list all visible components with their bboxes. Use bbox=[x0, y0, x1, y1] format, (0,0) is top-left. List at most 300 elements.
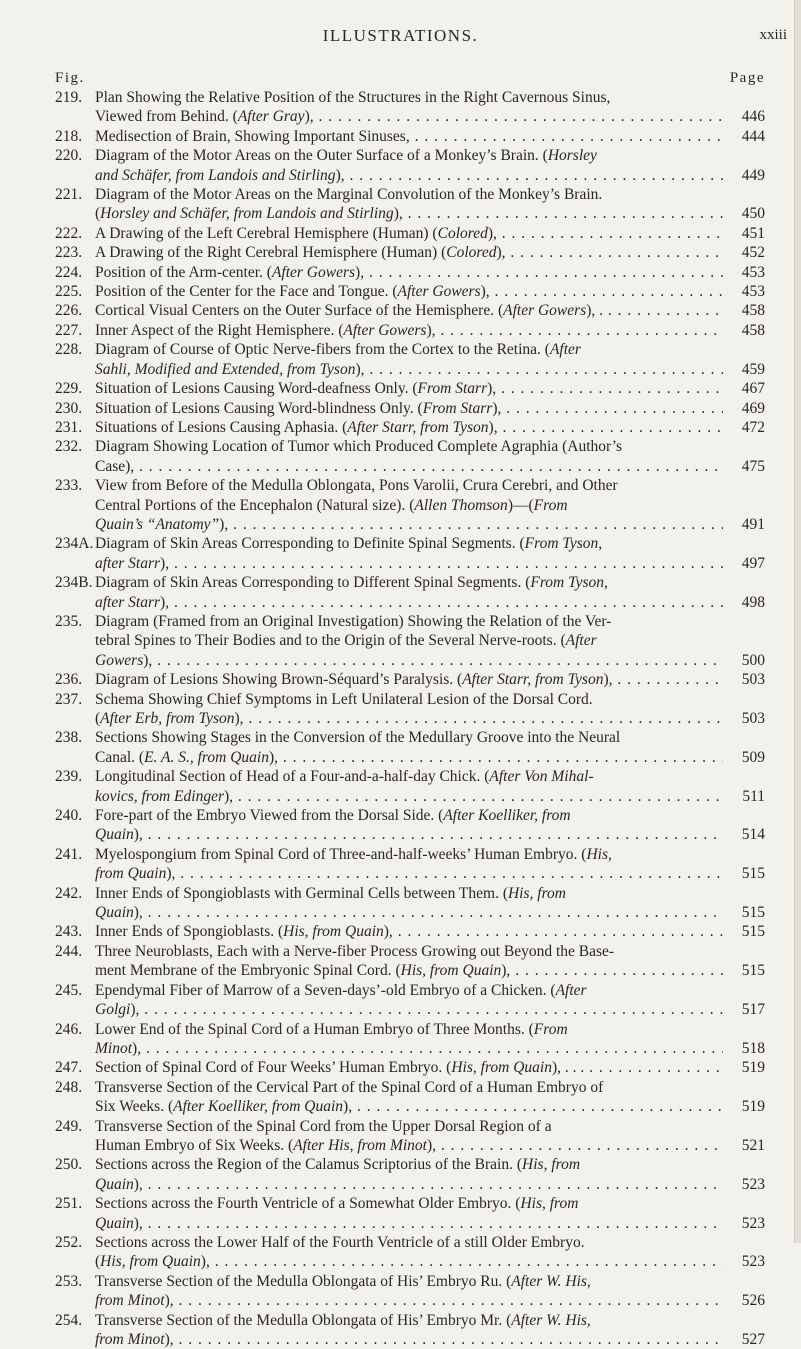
illustration-entry bbox=[55, 146, 765, 185]
caption-line bbox=[95, 1291, 723, 1310]
caption-line bbox=[95, 903, 723, 922]
illustration-entry bbox=[55, 282, 765, 301]
figure-page-number: 458 bbox=[725, 301, 765, 320]
figure-number: 232. bbox=[55, 438, 83, 456]
caption-line bbox=[95, 224, 723, 243]
caption-line bbox=[95, 864, 723, 883]
illustration-entry bbox=[55, 690, 765, 729]
caption-source-italic: His, from bbox=[522, 1156, 581, 1174]
figure-caption bbox=[95, 399, 723, 418]
illustration-entry bbox=[55, 884, 765, 923]
illustration-entry bbox=[55, 127, 765, 146]
caption-text: ), bbox=[133, 904, 143, 922]
caption-source-italic: After Starr, from Tyson bbox=[462, 671, 604, 689]
caption-line bbox=[95, 496, 723, 515]
caption-line bbox=[95, 243, 723, 262]
illustration-entry bbox=[55, 88, 765, 127]
caption-text: Sections Showing Stages in the Conversion of the Medullary Groove into the Neural bbox=[95, 729, 621, 747]
caption-line bbox=[95, 379, 723, 398]
figure-caption bbox=[95, 728, 723, 767]
caption-source-italic: from Minot bbox=[95, 1331, 165, 1348]
caption-text: ), bbox=[234, 710, 244, 727]
figure-page-number: 526 bbox=[725, 1291, 765, 1310]
caption-line bbox=[95, 1039, 723, 1058]
figure-page-number: 519 bbox=[725, 1097, 765, 1116]
caption-text: Diagram of Skin Areas Corresponding to Different Spinal Segments. ( bbox=[95, 574, 531, 592]
illustration-entry bbox=[55, 399, 765, 418]
caption-source-italic: Sahli, Modified and Extended, from Tyson bbox=[95, 360, 356, 378]
caption-line bbox=[95, 1311, 723, 1330]
figure-caption bbox=[95, 884, 723, 923]
figure-caption bbox=[95, 437, 723, 476]
caption-text: ), bbox=[133, 1214, 143, 1232]
caption-text: ), bbox=[426, 321, 436, 339]
figure-number: 235. bbox=[55, 612, 83, 630]
caption-line bbox=[95, 884, 723, 903]
caption-line bbox=[95, 1020, 723, 1039]
caption-source-italic: After Gowers bbox=[503, 302, 587, 320]
caption-text: Sections across the Region of the Calamus Scriptorius of the Brain. ( bbox=[95, 1156, 523, 1174]
figure-number: 230. bbox=[55, 399, 83, 417]
caption-line bbox=[95, 1155, 723, 1174]
caption-text: Transverse Section of the Medulla Oblongata of His’ Embryo Ru. ( bbox=[95, 1272, 512, 1290]
illustration-entry bbox=[55, 612, 765, 670]
figure-page-number: 515 bbox=[725, 961, 765, 980]
caption-text: Sections across the Lower Half of the Fourth Ventricle of a still Older Embryo. bbox=[95, 1233, 585, 1251]
caption-line bbox=[95, 360, 723, 379]
caption-line bbox=[95, 185, 723, 204]
figure-number: 220. bbox=[55, 147, 83, 165]
caption-text: ), bbox=[160, 593, 170, 611]
figure-number: 241. bbox=[55, 845, 83, 863]
caption-text: Six Weeks. ( bbox=[95, 1098, 174, 1116]
caption-text: Diagram of Course of Optic Nerve-fibers from the Cortex to the Retina. ( bbox=[95, 341, 550, 359]
caption-source-italic: from Minot bbox=[95, 1292, 165, 1310]
caption-source-italic: After bbox=[555, 981, 587, 999]
figure-page-number: 491 bbox=[725, 515, 765, 534]
caption-text: )—( bbox=[507, 496, 534, 514]
caption-text: ), bbox=[383, 923, 393, 941]
figure-caption bbox=[95, 1155, 723, 1194]
caption-source-italic: kovics, from Edinger bbox=[95, 787, 224, 805]
caption-text: ), bbox=[133, 826, 143, 844]
figure-caption bbox=[95, 1117, 723, 1156]
caption-source-italic: After Koelliker, from bbox=[443, 807, 571, 825]
caption-line bbox=[95, 1214, 723, 1233]
caption-text: ), bbox=[133, 1175, 143, 1193]
figure-number: 252. bbox=[55, 1233, 83, 1251]
figure-page-number: 509 bbox=[725, 748, 765, 767]
figure-number: 250. bbox=[55, 1156, 83, 1174]
figure-number: 222. bbox=[55, 224, 83, 242]
figure-number: 244. bbox=[55, 942, 83, 960]
illustration-entry bbox=[55, 263, 765, 282]
caption-line bbox=[95, 845, 723, 864]
caption-text: ), bbox=[166, 865, 176, 883]
figure-number: 233. bbox=[55, 477, 83, 495]
caption-line bbox=[95, 825, 723, 844]
page-column-heading: Page bbox=[729, 70, 765, 86]
caption-text: Schema Showing Chief Symptoms in Left Unilateral Lesion of the Dorsal Cord. bbox=[95, 690, 593, 708]
caption-source-italic: From Tyson, bbox=[530, 574, 608, 592]
figure-number: 226. bbox=[55, 302, 83, 320]
caption-line bbox=[95, 573, 723, 592]
figure-page-number: 498 bbox=[725, 593, 765, 612]
caption-text: ), bbox=[355, 360, 365, 378]
figure-number: 251. bbox=[55, 1195, 83, 1213]
illustration-entry bbox=[55, 418, 765, 437]
figure-page-number: 453 bbox=[725, 282, 765, 301]
caption-text: Transverse Section of the Medulla Oblongata of His’ Embryo Mr. ( bbox=[95, 1311, 512, 1329]
figure-number: 227. bbox=[55, 321, 83, 339]
caption-source-italic: After Erb, from Tyson bbox=[100, 710, 235, 727]
caption-text: ), bbox=[480, 283, 490, 301]
caption-line bbox=[95, 88, 723, 107]
caption-text: ), . . . bbox=[551, 1059, 585, 1077]
caption-text: ), bbox=[164, 1292, 174, 1310]
caption-text: ), bbox=[393, 205, 403, 223]
figure-page-number: 518 bbox=[725, 1039, 765, 1058]
caption-text: ), bbox=[143, 651, 153, 669]
caption-source-italic: After Gowers bbox=[271, 263, 356, 281]
figure-caption bbox=[95, 476, 723, 534]
illustration-entry bbox=[55, 185, 765, 224]
caption-text: A Drawing of the Left Cerebral Hemisphere (Human) ( bbox=[95, 224, 438, 242]
caption-source-italic: After Starr, from Tyson bbox=[347, 418, 489, 436]
figure-caption bbox=[95, 1078, 723, 1117]
caption-source-italic: After Gray bbox=[237, 108, 305, 126]
caption-line bbox=[95, 399, 723, 418]
caption-text: ), bbox=[164, 1331, 174, 1348]
caption-text: Cortical Visual Centers on the Outer Surface of the Hemisphere. ( bbox=[95, 302, 504, 320]
figure-page-number: 472 bbox=[725, 418, 765, 437]
figure-number: 239. bbox=[55, 768, 83, 786]
figure-page-number: 497 bbox=[725, 554, 765, 573]
caption-line bbox=[95, 748, 723, 767]
caption-line bbox=[95, 204, 723, 223]
illustration-entry bbox=[55, 476, 765, 534]
caption-line bbox=[95, 107, 723, 126]
caption-line bbox=[95, 981, 723, 1000]
caption-text: Position of the Arm-center. ( bbox=[95, 263, 272, 281]
figure-caption bbox=[95, 845, 723, 884]
illustration-entry bbox=[55, 1155, 765, 1194]
fig-column-heading: Fig. bbox=[55, 70, 85, 86]
caption-source-italic: After bbox=[549, 341, 581, 359]
illustrations-list bbox=[55, 88, 765, 1349]
caption-source-italic: His, from bbox=[520, 1195, 579, 1213]
figure-number: 223. bbox=[55, 244, 83, 262]
caption-source-italic: Minot bbox=[95, 1039, 133, 1057]
illustration-entry bbox=[55, 340, 765, 379]
caption-text: ), bbox=[200, 1253, 210, 1271]
figure-number: 224. bbox=[55, 263, 83, 281]
figure-page-number: 451 bbox=[725, 224, 765, 243]
figure-page-number: 517 bbox=[725, 1000, 765, 1019]
caption-text: Three Neuroblasts, Each with a Nerve-fiber Process Growing out Beyond the Base- bbox=[95, 942, 615, 960]
caption-text: ( bbox=[95, 1253, 101, 1271]
figure-caption bbox=[95, 418, 723, 437]
figure-number: 253. bbox=[55, 1272, 83, 1290]
caption-line bbox=[95, 1058, 723, 1077]
caption-source-italic: Horsley and Schäfer, from Landois and Stirling bbox=[100, 205, 394, 223]
page-number: xxiii bbox=[759, 27, 787, 43]
caption-text: ), bbox=[487, 380, 497, 398]
illustration-entry bbox=[55, 573, 765, 612]
figure-number: 247. bbox=[55, 1059, 83, 1077]
caption-line bbox=[95, 515, 723, 534]
caption-text: Plan Showing the Relative Position of the Structures in the Right Cavernous Sinus, bbox=[95, 89, 611, 106]
caption-source-italic: Gowers bbox=[95, 651, 144, 669]
caption-line bbox=[95, 1078, 723, 1097]
caption-source-italic: Colored bbox=[446, 244, 497, 262]
illustration-entry bbox=[55, 437, 765, 476]
caption-source-italic: His, from bbox=[507, 884, 566, 902]
caption-source-italic: Quain bbox=[95, 904, 134, 922]
caption-source-italic: From bbox=[533, 496, 568, 514]
caption-source-italic: After Von Mihal- bbox=[489, 768, 594, 786]
figure-caption bbox=[95, 1272, 723, 1311]
caption-line bbox=[95, 534, 723, 553]
figure-caption bbox=[95, 146, 723, 185]
figure-number: 249. bbox=[55, 1117, 83, 1135]
caption-text: ment Membrane of the Embryonic Spinal Cord. ( bbox=[95, 962, 401, 980]
caption-text: ), . bbox=[586, 302, 604, 320]
figure-number: 238. bbox=[55, 729, 83, 747]
caption-line bbox=[95, 670, 723, 689]
caption-line bbox=[95, 1175, 723, 1194]
figure-page-number: 446 bbox=[725, 107, 765, 126]
caption-line bbox=[95, 146, 723, 165]
figure-page-number: 523 bbox=[725, 1175, 765, 1194]
caption-source-italic: from Quain bbox=[95, 865, 167, 883]
figure-caption bbox=[95, 127, 723, 146]
figure-caption bbox=[95, 1058, 723, 1077]
figure-page-number: 452 bbox=[725, 243, 765, 262]
caption-text: Fore-part of the Embryo Viewed from the Dorsal Side. ( bbox=[95, 807, 444, 825]
figure-page-number: 515 bbox=[725, 922, 765, 941]
figure-number: 248. bbox=[55, 1078, 83, 1096]
illustration-entry bbox=[55, 845, 765, 884]
caption-text: ), bbox=[130, 1001, 140, 1019]
caption-text: ), bbox=[132, 1039, 142, 1057]
caption-text: View from Before of the Medulla Oblongata, Pons Varolii, Crura Cerebri, and Other bbox=[95, 477, 618, 495]
figure-page-number: 444 bbox=[725, 127, 765, 146]
caption-source-italic: After His, from Minot bbox=[293, 1136, 427, 1154]
figure-page-number: 514 bbox=[725, 825, 765, 844]
caption-line bbox=[95, 612, 723, 631]
caption-text: ), bbox=[355, 263, 365, 281]
caption-source-italic: Quain bbox=[95, 1175, 134, 1193]
figure-caption bbox=[95, 670, 723, 689]
figure-number: 234B. bbox=[55, 574, 93, 592]
caption-source-italic: From Starr bbox=[422, 399, 493, 417]
caption-source-italic: His, bbox=[586, 845, 612, 863]
illustration-entry bbox=[55, 243, 765, 262]
caption-text: Canal. ( bbox=[95, 748, 145, 766]
figure-number: 228. bbox=[55, 341, 83, 359]
caption-source-italic: after Starr bbox=[95, 593, 161, 611]
illustration-entry bbox=[55, 224, 765, 243]
caption-text: Lower End of the Spinal Cord of a Human Embryo of Three Months. ( bbox=[95, 1020, 534, 1038]
caption-source-italic: Horsley bbox=[547, 147, 597, 165]
caption-text: Central Portions of the Encephalon (Natural size). ( bbox=[95, 496, 415, 514]
figure-page-number: 511 bbox=[725, 787, 765, 806]
figure-page-number: 515 bbox=[725, 903, 765, 922]
illustration-entry bbox=[55, 806, 765, 845]
caption-source-italic: E. A. S., from Quain bbox=[144, 748, 269, 766]
caption-text: ), bbox=[335, 166, 345, 184]
caption-source-italic: His, from Quain bbox=[283, 923, 384, 941]
figure-page-number: 500 bbox=[725, 651, 765, 670]
figure-number: 237. bbox=[55, 690, 83, 708]
caption-source-italic: Golgi bbox=[95, 1001, 131, 1019]
caption-source-italic: After Koelliker, from Quain bbox=[173, 1098, 344, 1116]
figure-caption bbox=[95, 767, 723, 806]
caption-text: ), bbox=[603, 671, 613, 689]
caption-line bbox=[95, 1000, 723, 1019]
figure-number: 254. bbox=[55, 1311, 83, 1329]
caption-line bbox=[95, 1330, 723, 1349]
illustration-entry bbox=[55, 981, 765, 1020]
caption-text: ), bbox=[492, 399, 502, 417]
page-title: ILLUSTRATIONS. bbox=[322, 26, 479, 45]
illustration-entry bbox=[55, 534, 765, 573]
caption-line bbox=[95, 767, 723, 786]
figure-page-number: 450 bbox=[725, 204, 765, 223]
illustration-entry bbox=[55, 379, 765, 398]
figure-page-number: 523 bbox=[725, 1214, 765, 1233]
illustration-entry bbox=[55, 922, 765, 941]
figure-number: 231. bbox=[55, 418, 83, 436]
figure-caption bbox=[95, 88, 723, 127]
caption-text: tebral Spines to Their Bodies and to the Origin of the Several Nerve-roots. ( bbox=[95, 632, 566, 650]
figure-page-number: 523 bbox=[725, 1252, 765, 1271]
figure-caption bbox=[95, 1194, 723, 1233]
caption-line bbox=[95, 942, 723, 961]
illustration-entry bbox=[55, 1233, 765, 1272]
caption-text: Inner Aspect of the Right Hemisphere. ( bbox=[95, 321, 344, 339]
caption-source-italic: After Gowers bbox=[343, 321, 427, 339]
figure-number: 243. bbox=[55, 923, 83, 941]
figure-page-number: 449 bbox=[725, 166, 765, 185]
caption-line bbox=[95, 340, 723, 359]
illustration-entry bbox=[55, 1194, 765, 1233]
figure-number: 218. bbox=[55, 127, 83, 145]
caption-line bbox=[95, 263, 723, 282]
caption-text: Diagram of the Motor Areas on the Marginal Convolution of the Monkey’s Brain. bbox=[95, 186, 603, 204]
caption-text: ), bbox=[219, 515, 229, 533]
figure-caption bbox=[95, 263, 723, 282]
caption-source-italic: After bbox=[565, 632, 597, 650]
caption-text: Inner Ends of Spongioblasts with Germinal Cells between Them. ( bbox=[95, 884, 508, 902]
figure-caption bbox=[95, 282, 723, 301]
caption-text: A Drawing of the Right Cerebral Hemisphere (Human) ( bbox=[95, 244, 447, 262]
caption-source-italic: His, from Quain bbox=[451, 1059, 552, 1077]
figure-caption bbox=[95, 321, 723, 340]
caption-text: ), bbox=[160, 554, 170, 572]
caption-source-italic: Quain bbox=[95, 826, 134, 844]
caption-line bbox=[95, 457, 723, 476]
caption-line bbox=[95, 806, 723, 825]
figure-number: 219. bbox=[55, 89, 83, 106]
figure-number: 236. bbox=[55, 671, 83, 689]
caption-source-italic: After W. His, bbox=[511, 1272, 591, 1290]
caption-source-italic: After Gowers bbox=[397, 283, 481, 301]
caption-source-italic: From Starr bbox=[417, 380, 488, 398]
caption-line bbox=[95, 690, 723, 709]
figure-caption bbox=[95, 690, 723, 729]
caption-text: Longitudinal Section of Head of a Four-and-a-half-day Chick. ( bbox=[95, 768, 490, 786]
caption-source-italic: Quain bbox=[95, 1214, 134, 1232]
figure-page-number: 469 bbox=[725, 399, 765, 418]
caption-text: Position of the Center for the Face and Tongue. ( bbox=[95, 283, 398, 301]
figure-number: 246. bbox=[55, 1020, 83, 1038]
caption-source-italic: and Schäfer, from Landois and Stirling bbox=[95, 166, 336, 184]
caption-text: Diagram of the Motor Areas on the Outer Surface of a Monkey’s Brain. ( bbox=[95, 147, 548, 165]
illustration-entry bbox=[55, 670, 765, 689]
caption-line bbox=[95, 593, 723, 612]
caption-text: ), bbox=[268, 748, 278, 766]
figure-caption bbox=[95, 340, 723, 379]
caption-line bbox=[95, 1252, 723, 1271]
caption-source-italic: Allen Thomson bbox=[414, 496, 508, 514]
running-head bbox=[0, 26, 801, 48]
caption-line bbox=[95, 728, 723, 747]
caption-line bbox=[95, 1117, 723, 1136]
caption-source-italic: After W. His, bbox=[511, 1311, 591, 1329]
caption-source-italic: after Starr bbox=[95, 554, 161, 572]
figure-page-number: 453 bbox=[725, 263, 765, 282]
caption-text: Diagram (Framed from an Original Investigation) Showing the Relation of the Ver- bbox=[95, 612, 612, 630]
figure-caption bbox=[95, 981, 723, 1020]
illustration-entry bbox=[55, 321, 765, 340]
illustration-entry bbox=[55, 728, 765, 767]
caption-text: Diagram of Skin Areas Corresponding to Definite Spinal Segments. ( bbox=[95, 535, 525, 553]
caption-line bbox=[95, 418, 723, 437]
caption-line bbox=[95, 127, 723, 146]
figure-caption bbox=[95, 612, 723, 670]
caption-line bbox=[95, 301, 723, 320]
figure-caption bbox=[95, 1020, 723, 1059]
figure-caption bbox=[95, 379, 723, 398]
figure-caption bbox=[95, 243, 723, 262]
caption-text: Transverse Section of the Spinal Cord from the Upper Dorsal Region of a bbox=[95, 1117, 552, 1135]
illustration-entry bbox=[55, 1078, 765, 1117]
caption-text: ), bbox=[304, 108, 314, 126]
caption-text: Medisection of Brain, Showing Important Sinuses, bbox=[95, 127, 410, 145]
figure-caption bbox=[95, 224, 723, 243]
caption-line bbox=[95, 961, 723, 980]
caption-text: Situations of Lesions Causing Aphasia. ( bbox=[95, 418, 348, 436]
figure-page-number: 458 bbox=[725, 321, 765, 340]
caption-line bbox=[95, 787, 723, 806]
illustration-entry bbox=[55, 1311, 765, 1349]
caption-text: ), bbox=[343, 1098, 353, 1116]
figure-number: 234A. bbox=[55, 535, 94, 553]
illustration-entry bbox=[55, 1117, 765, 1156]
figure-number: 242. bbox=[55, 884, 83, 902]
illustration-entry bbox=[55, 1020, 765, 1059]
caption-text: Inner Ends of Spongioblasts. ( bbox=[95, 923, 284, 941]
caption-line bbox=[95, 166, 723, 185]
caption-line bbox=[95, 321, 723, 340]
caption-text: Diagram of Lesions Showing Brown-Séquard’s Paralysis. ( bbox=[95, 671, 463, 689]
page-edge bbox=[794, 0, 801, 1243]
caption-text: Ependymal Fiber of Marrow of a Seven-days’-old Embryo of a Chicken. ( bbox=[95, 981, 556, 999]
caption-line bbox=[95, 282, 723, 301]
caption-text: ), bbox=[496, 244, 506, 262]
